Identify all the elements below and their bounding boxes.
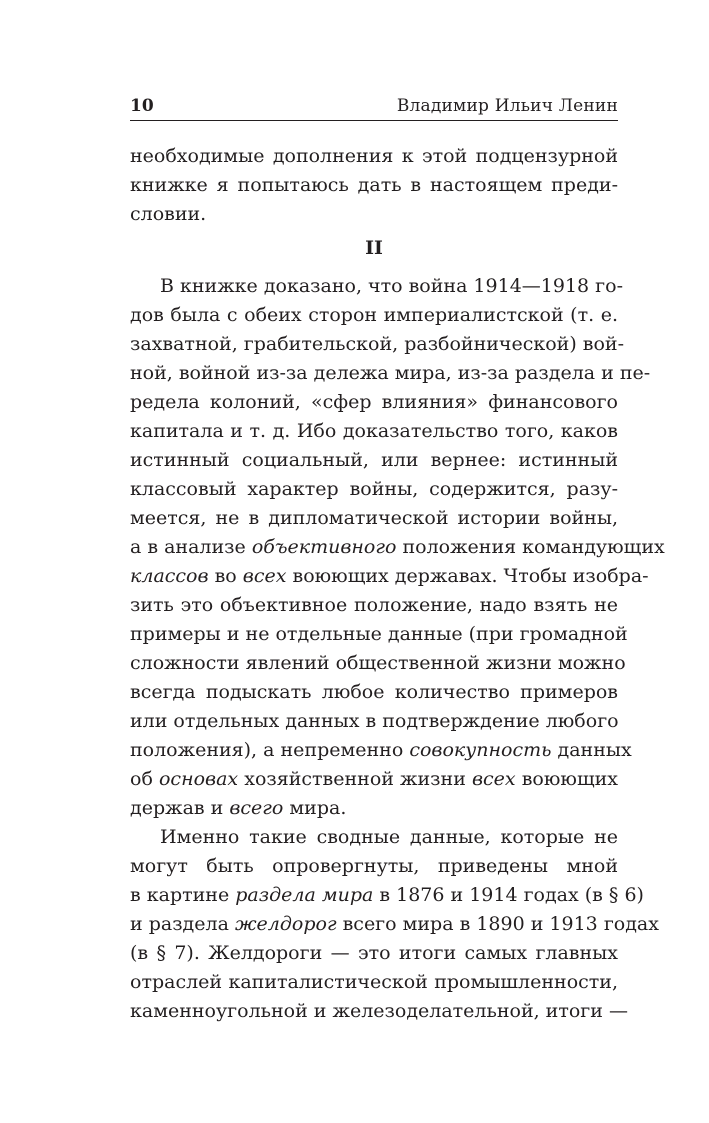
text-line — [130, 330, 625, 359]
text-line — [130, 678, 618, 707]
text-run: меется, не в дипломатической истории войны, — [130, 507, 618, 529]
text-line — [130, 562, 649, 591]
text-run: Именно такие сводные данные, которые не — [160, 826, 618, 848]
text-run: могут быть опровергнуты, приведены мной — [130, 855, 618, 877]
text-run: или отдельных данных в подтверждение любого — [130, 710, 619, 732]
text-run: мира. — [283, 797, 347, 819]
text-run: истинный социальный, или вернее: истинный — [130, 449, 618, 471]
text-run: дов была с обеих сторон империалистской (т. е. — [130, 304, 618, 326]
text-run: словии. — [130, 203, 207, 225]
text-line — [130, 359, 651, 388]
book-page — [130, 90, 665, 1022]
text-run: воюющих державах. Чтобы изобра- — [286, 565, 649, 587]
text-line — [130, 533, 665, 562]
text-line — [130, 736, 632, 765]
text-run: хозяйственной жизни — [238, 768, 472, 790]
text-run: в 1876 и 1914 годах (в § 6) — [373, 884, 644, 906]
italic-emphasis: желдорог — [234, 913, 337, 935]
text-line — [130, 765, 618, 794]
text-line — [130, 171, 618, 200]
text-line — [130, 649, 626, 678]
text-run: каменноугольной и железоделательной, итоги — — [130, 1000, 628, 1022]
text-run: держав и — [130, 797, 230, 819]
text-run: об — [130, 768, 159, 790]
text-line — [130, 446, 618, 475]
text-run: и раздела — [130, 913, 235, 935]
text-run: в картине — [130, 884, 236, 906]
running-head-author: Владимир Ильич Ленин — [396, 96, 618, 116]
text-line — [130, 968, 618, 997]
text-line — [130, 852, 618, 881]
page-number: 10 — [130, 96, 154, 116]
text-line — [130, 504, 618, 533]
text-line — [130, 301, 618, 330]
text-run: во — [208, 565, 243, 587]
text-run: капитала и т. д. Ибо доказательство того, каков — [130, 420, 618, 442]
text-run: воюющих — [515, 768, 618, 790]
text-run: зить это объективное положение, надо взять не — [130, 594, 618, 616]
text-run: положения), а непременно — [130, 739, 410, 761]
text-run: отраслей капиталистической промышленности, — [130, 971, 618, 993]
italic-emphasis: основах — [158, 768, 239, 790]
text-run: классовый характер войны, содержится, разу- — [130, 478, 618, 500]
italic-emphasis: всех — [471, 768, 516, 790]
text-line — [130, 794, 618, 823]
text-run: всегда подыскать любое количество примеров — [130, 681, 618, 703]
italic-emphasis: совокупность — [409, 739, 552, 761]
italic-emphasis: всего — [229, 797, 284, 819]
text-run: примеры и не отдельные данные (при громадной — [130, 623, 628, 645]
text-line — [130, 997, 628, 1026]
italic-emphasis: классов — [130, 565, 209, 587]
italic-emphasis: объективного — [251, 536, 397, 558]
text-run: сложности явлений общественной жизни можно — [130, 652, 626, 674]
text-line — [130, 620, 628, 649]
text-line — [130, 272, 623, 301]
text-line — [130, 417, 618, 446]
text-line — [130, 707, 618, 736]
text-line — [130, 200, 618, 229]
text-run: В книжке доказано, что война 1914—1918 го- — [160, 275, 623, 297]
section-heading: II — [365, 237, 383, 259]
text-line — [130, 939, 618, 968]
text-line — [130, 881, 644, 910]
text-run: захватной, грабительской, разбойнической) вой- — [130, 333, 625, 355]
text-run: ной, войной из-за дележа мира, из-за раздела и пе- — [130, 362, 651, 384]
text-run: а в анализе — [130, 536, 252, 558]
italic-emphasis: всех — [242, 565, 287, 587]
text-line — [130, 910, 659, 939]
text-run: редела колоний, «сфер влияния» финансового — [130, 391, 618, 413]
text-line — [130, 591, 618, 620]
text-line — [130, 388, 618, 417]
italic-emphasis: раздела мира — [235, 884, 374, 906]
text-line — [130, 475, 618, 504]
text-run: книжке я попытаюсь дать в настоящем преди- — [130, 174, 618, 196]
text-run: (в § 7). Желдороги — это итоги самых главных — [130, 942, 618, 964]
text-run: положения командующих — [396, 536, 665, 558]
running-head — [130, 90, 618, 121]
text-run: всего мира в 1890 и 1913 годах — [336, 913, 659, 935]
text-line — [130, 823, 618, 852]
text-line — [130, 142, 618, 171]
text-run: необходимые дополнения к этой подцензурной — [130, 145, 618, 167]
text-run: данных — [551, 739, 632, 761]
